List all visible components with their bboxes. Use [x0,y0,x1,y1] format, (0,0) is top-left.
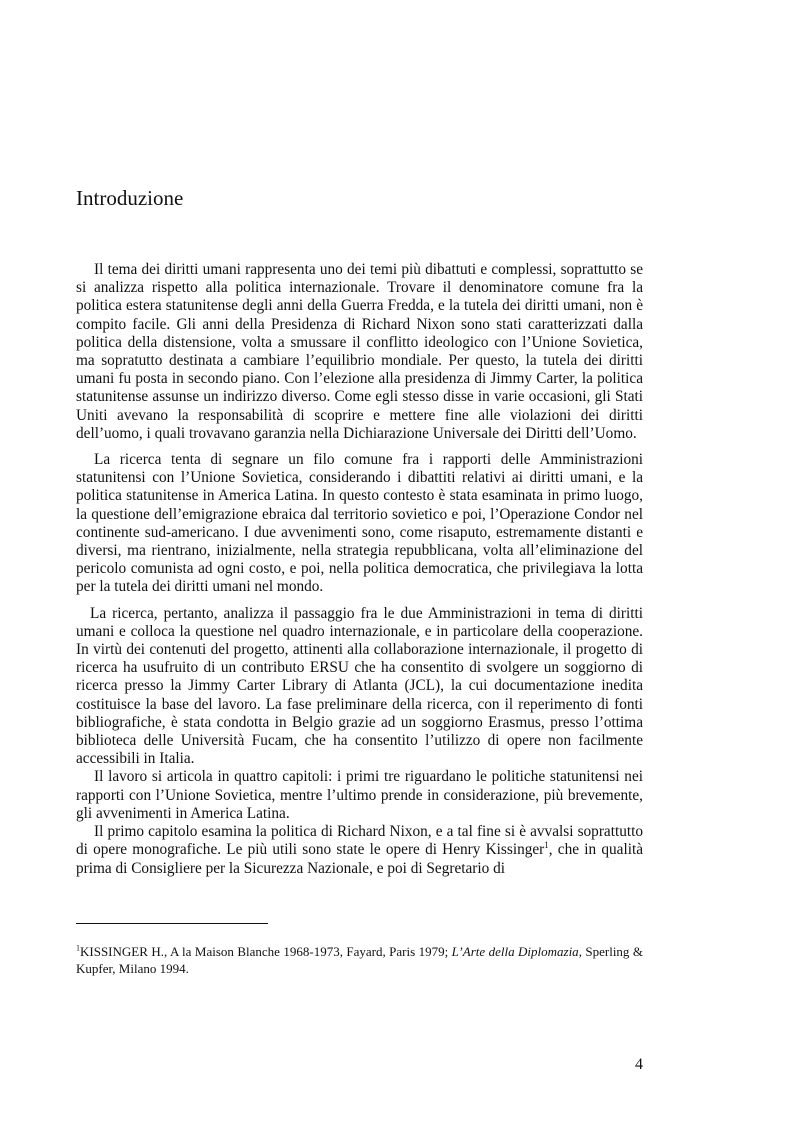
paragraph-2: La ricerca tenta di segnare un filo comune fra i rapporti delle Amministrazioni statunitensi con l’Unione Sovietica, considerando i dibattiti relativi ai diritti umani, e la politica statunitense in America Latina. In questo contesto è stata esaminata in primo luogo, la questione dell’emigrazione ebraica dal territorio sovietico e poi, l’Operazione Condor nel continente sud-americano. I due avvenimenti sono, come risaputo, estremamente distanti e diversi, ma rientrano, inizialmente, nella strategia repubblicana, volta all’eliminazione del pericolo comunista ad ogni costo, e poi, nella politica democratica, che privilegiava la lotta per la tutela dei diritti umani nel mondo. [76,451,643,596]
footnote-text-end: , Sperling & Kupfer, Milano 1994. [76,944,643,976]
paragraph-5-text-end: , che in qualità prima di Consigliere per la Sicurezza Nazionale, e poi di Segretario di [76,841,643,877]
footnote-book-title: L’Arte della Diplomazia [451,944,579,959]
footnote-marker: 1 [76,943,80,953]
footnote-separator [76,923,268,924]
page-number: 4 [635,1056,643,1073]
footnote-reference: 1 [544,840,549,851]
paragraph-5 [76,823,643,878]
paragraph-4: Il lavoro si articola in quattro capitoli: i primi tre riguardano le politiche statunitensi nei rapporti con l’Unione Sovietica, mentre l’ultimo prende in considerazione, più brevemente, gli avvenimenti in America Latina. [76,768,643,822]
footnote [76,944,643,977]
paragraph-1: Il tema dei diritti umani rappresenta uno dei temi più dibattuti e complessi, soprattutto se si analizza rispetto alla politica internazionale. Trovare il denominatore comune fra la politica estera statunitense degli anni della Guerra Fredda, e la tutela dei diritti umani, non è compito facile. Gli anni della Presidenza di Richard Nixon sono stati caratterizzati dalla politica della distensione, volta a smussare il conflitto ideologico con l’Unione Sovietica, ma sopratutto destinata a cambiare l’equilibrio mondiale. Per questo, la tutela dei diritti umani fu posta in secondo piano. Con l’elezione alla presidenza di Jimmy Carter, la politica statunitense assunse un indirizzo diverso. Come egli stesso disse in varie occasioni, gli Stati Uniti avevano la responsabilità di scoprire e mettere fine alle violazioni dei diritti dell’uomo, i quali trovavano garanzia nella Dichiarazione Universale dei Diritti dell’Uomo. [76,261,643,442]
paragraph-5-text-start: Il primo capitolo esamina la politica di Richard Nixon, e a tal fine si è avvalsi soprattutto di opere monografiche. Le più utili sono state le opere di Henry Kissinger [76,823,643,859]
paragraph-3: La ricerca, pertanto, analizza il passaggio fra le due Amministrazioni in tema di diritti umani e colloca la questione nel quadro internazionale, e in particolare della cooperazione. In virtù dei contenuti del progetto, attinenti alla collaborazione internazionale, il progetto di ricerca ha usufruito di un contributo ERSU che ha consentito di svolgere un soggiorno di ricerca presso la Jimmy Carter Library di Atlanta (JCL), la cui documentazione inedita costituisce la base del lavoro. La fase preliminare della ricerca, con il reperimento di fonti bibliografiche, è stata condotta in Belgio grazie ad un soggiorno Erasmus, presso l’ottima biblioteca delle Università Fucam, che ha consentito l’utilizzo di opere non facilmente accessibili in Italia. [76,604,643,768]
chapter-heading: Introduzione [76,186,184,210]
body-text [76,261,643,878]
footnote-text-start: KISSINGER H., A la Maison Blanche 1968-1973, Fayard, Paris 1979; [80,944,452,959]
